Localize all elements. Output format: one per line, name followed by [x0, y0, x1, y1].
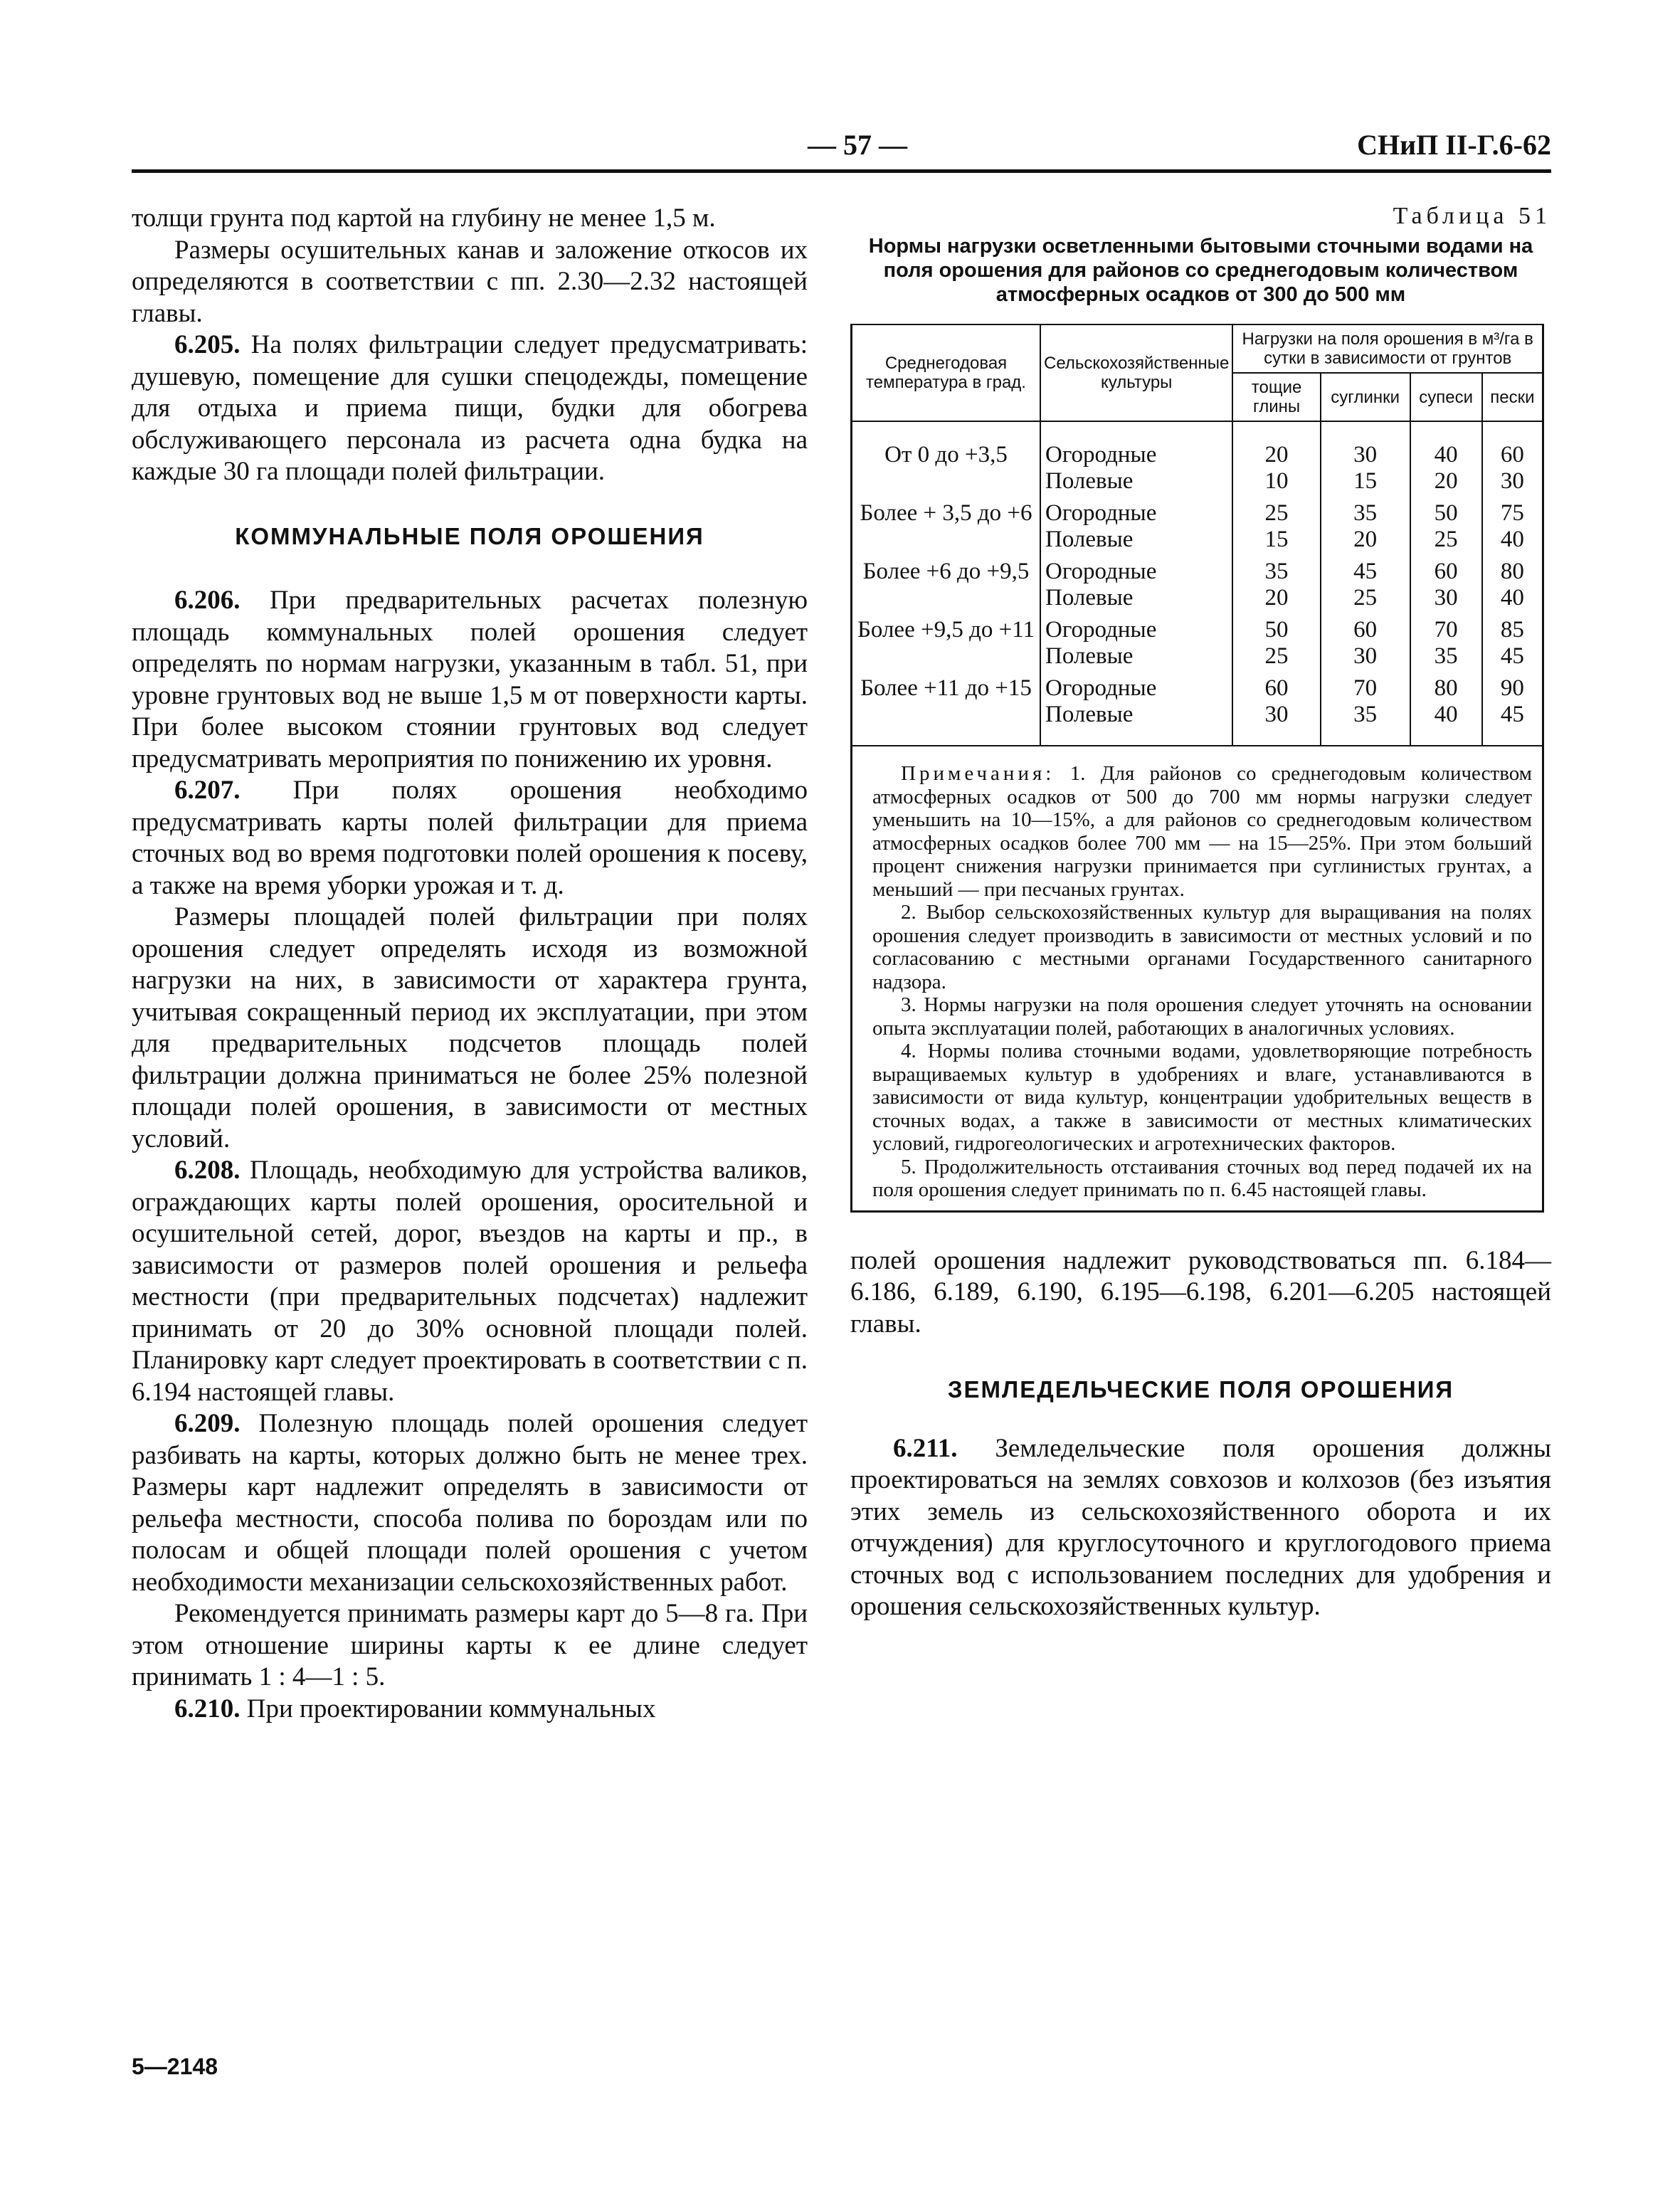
load-value: 15 — [1264, 527, 1289, 552]
cell-value — [1410, 556, 1482, 614]
clause-number: 6.211. — [893, 1433, 958, 1463]
cell-value — [1482, 672, 1543, 745]
note: 3. Нормы нагрузки на поля орошения следует уточнять на основании опыта эксплуатации полей, работающих в аналогичных условиях. — [872, 993, 1532, 1040]
load-value: 80 — [1500, 559, 1524, 584]
paragraph: 6.206. При предварительных расчетах полезную площадь коммунальных полей орошения следует определять по нормам нагрузки, указанным в табл. 51, при уровне грунтовых вод не выше 1,5 м от поверхности карты. При более высоком стоянии грунтовых вод следует предусматривать мероприятия по понижению их уровня. — [132, 586, 808, 773]
note: Примечания: 1. Для районов со среднегодовым количеством атмосферных осадков от 500 до 700 мм нормы нагрузки следует уменьшить на 10—15%, а для районов со среднегодовым количеством атмосферных осадков более 700 мм — на 15—25%. При этом больший процент снижения нагрузки принимается при суглинистых грунтах, а меньший — при песчаных грунтах. — [872, 762, 1532, 901]
cell-value — [1232, 556, 1320, 614]
table-row — [852, 556, 1543, 614]
load-value: 30 — [1434, 585, 1458, 611]
load-value: 35 — [1264, 559, 1289, 584]
load-value: 40 — [1500, 527, 1524, 552]
cell-value — [1321, 497, 1410, 556]
load-value: 60 — [1353, 617, 1378, 643]
cell-temperature: Более + 3,5 до +6 — [852, 497, 1041, 556]
load-value: 70 — [1353, 675, 1378, 701]
table-title: Нормы нагрузки осветленными бытовыми сточными водами на поля орошения для районов со среднегодовым количеством атмосферных осадков от 300 до 500 мм — [868, 235, 1533, 306]
crop-label: Огородные — [1045, 675, 1157, 701]
notes-label: Примечания: — [901, 762, 1055, 785]
table-body — [852, 421, 1543, 745]
table-notes — [850, 745, 1544, 1213]
load-value: 25 — [1264, 643, 1289, 669]
cell-temperature: Более +6 до +9,5 — [852, 556, 1041, 614]
load-value: 20 — [1434, 468, 1458, 494]
load-value: 50 — [1264, 617, 1289, 643]
clause-number: 6.207. — [174, 776, 241, 805]
cell-value — [1410, 614, 1482, 672]
cell-value — [1232, 421, 1320, 497]
header-temperature: Среднегодовая температура в град. — [852, 324, 1041, 421]
table-row — [852, 614, 1543, 672]
cell-crops — [1040, 421, 1232, 497]
table-row — [852, 672, 1543, 745]
load-value: 30 — [1353, 442, 1378, 468]
cell-temperature: Более +11 до +15 — [852, 672, 1041, 745]
page-number: — 57 — — [808, 129, 907, 161]
paragraph: 6.205. На полях фильтрации следует предусматривать: душевую, помещение для сушки спецодежды, помещение для отдыха и приема пищи, будки для обогрева обслуживающего персонала из расчета одна будка на каждые 30 га площади полей фильтрации. — [132, 330, 808, 486]
load-value: 25 — [1434, 527, 1458, 552]
header-load: Нагрузки на поля орошения в м³/га в сутки в зависимости от грунтов — [1232, 324, 1543, 373]
table-row — [852, 497, 1543, 556]
cell-crops — [1040, 556, 1232, 614]
cell-value — [1321, 614, 1410, 672]
load-value: 40 — [1434, 702, 1458, 727]
table-label: Таблица 51 — [1393, 203, 1551, 229]
note: 5. Продолжительность отстаивания сточных вод перед подачей их на поля орошения следует принимать по п. 6.45 настоящей главы. — [872, 1155, 1532, 1201]
load-value: 45 — [1500, 643, 1524, 669]
paragraph: Размеры площадей полей фильтрации при полях орошения следует определять исходя из возможной нагрузки на них, в зависимости от характера грунта, учитывая сокращенный период их эксплуатации, при этом для предварительных подсчетов площадь полей фильтрации должна приниматься не более 25% полезной площади полей орошения, в зависимости от местных условий. — [132, 902, 808, 1153]
clause-number: 6.210. — [174, 1694, 241, 1723]
document-code: СНиП II-Г.6-62 — [1357, 129, 1551, 161]
norms-table — [850, 324, 1544, 745]
clause-number: 6.209. — [174, 1409, 241, 1438]
signature-mark: 5—2148 — [132, 2054, 218, 2079]
clause-number: 6.206. — [174, 586, 241, 615]
load-value: 40 — [1434, 442, 1458, 468]
load-value: 60 — [1264, 675, 1289, 701]
paragraph: 6.207. При полях орошения необходимо предусматривать карты полей фильтрации для приема сточных вод во время подготовки полей орошения к посеву, а также на время уборки урожая и т. д. — [132, 776, 808, 900]
crop-label: Огородные — [1045, 559, 1157, 584]
clause-number: 6.208. — [174, 1156, 241, 1185]
load-value: 35 — [1353, 702, 1378, 727]
load-value: 80 — [1434, 675, 1458, 701]
load-value: 45 — [1500, 702, 1524, 727]
load-value: 40 — [1500, 585, 1524, 611]
crop-label: Огородные — [1045, 442, 1157, 468]
cell-crops — [1040, 497, 1232, 556]
cell-temperature: Более +9,5 до +11 — [852, 614, 1041, 672]
load-value: 25 — [1353, 585, 1378, 611]
cell-value — [1482, 614, 1543, 672]
load-value: 45 — [1353, 559, 1378, 584]
paragraph: Рекомендуется принимать размеры карт до 5—8 га. При этом отношение ширины карты к ее длине следует принимать 1 : 4—1 : 5. — [132, 1599, 808, 1691]
paragraph: 6.208. Площадь, необходимую для устройства валиков, ограждающих карты полей орошения, оросительной и осушительной сетей, дорог, въездов на карты и пр., в зависимости от размеров полей орошения и рельефа местности (при предварительных подсчетах) надлежит принимать от 20 до 30% основной площади полей. Планировку карт следует проектировать в соответствии с п. 6.194 настоящей главы. — [132, 1156, 808, 1407]
load-value: 75 — [1500, 500, 1524, 526]
cell-value — [1232, 672, 1320, 745]
paragraph: Размеры осушительных канав и заложение откосов их определяются в соответствии с пп. 2.30—2.32 настоящей главы. — [132, 235, 808, 328]
paragraph: 6.209. Полезную площадь полей орошения следует разбивать на карты, которых должно быть не менее трех. Размеры карт надлежит определять в зависимости от рельефа местности, способа полива по бороздам или по полосам и общей площади полей орошения с учетом необходимости механизации сельскохозяйственных работ. — [132, 1409, 808, 1597]
left-column — [132, 203, 808, 1725]
paragraph: толщи грунта под картой на глубину не менее 1,5 м. — [132, 204, 716, 233]
cell-value — [1321, 421, 1410, 497]
crop-label: Полевые — [1045, 468, 1134, 494]
load-value: 25 — [1264, 500, 1289, 526]
load-value: 35 — [1434, 643, 1458, 669]
load-value: 60 — [1434, 559, 1458, 584]
header-crops: Сельскохозяйственные культуры — [1040, 324, 1232, 421]
load-value: 30 — [1264, 702, 1289, 727]
header-soil: супеси — [1410, 373, 1482, 421]
crop-label: Полевые — [1045, 585, 1134, 611]
load-value: 10 — [1264, 468, 1289, 494]
load-value: 30 — [1353, 643, 1378, 669]
section-heading: КОММУНАЛЬНЫЕ ПОЛЯ ОРОШЕНИЯ — [235, 522, 704, 549]
load-value: 15 — [1353, 468, 1378, 494]
cell-value — [1232, 497, 1320, 556]
cell-temperature: От 0 до +3,5 — [852, 421, 1041, 497]
header-soil: пески — [1482, 373, 1543, 421]
load-value: 35 — [1353, 500, 1378, 526]
header-rule — [132, 169, 1551, 173]
section-heading: ЗЕМЛЕДЕЛЬЧЕСКИЕ ПОЛЯ ОРОШЕНИЯ — [947, 1376, 1454, 1403]
note: 4. Нормы полива сточными водами, удовлетворяющие потребность выращиваемых культур в удобрениях и влаге, устанавливаются в зависимости от вида культур, концентрации удобрительных веществ в сточных водах, а также в зависимости от местных климатических условий, гидрогеологических и агротехнических факторов. — [872, 1040, 1532, 1155]
crop-label: Полевые — [1045, 702, 1134, 727]
load-value: 20 — [1264, 585, 1289, 611]
header-soil: тощие глины — [1232, 373, 1320, 421]
load-value: 50 — [1434, 500, 1458, 526]
clause-number: 6.205. — [174, 330, 241, 359]
paragraph: полей орошения надлежит руководствоваться пп. 6.184—6.186, 6.189, 6.190, 6.195—6.198, 6.201—6.205 настоящей главы. — [850, 1245, 1551, 1338]
cell-value — [1410, 421, 1482, 497]
table-row — [852, 421, 1543, 497]
cell-crops — [1040, 672, 1232, 745]
crop-label: Огородные — [1045, 617, 1157, 643]
right-text — [850, 1245, 1551, 1623]
cell-value — [1482, 556, 1543, 614]
load-value: 60 — [1500, 442, 1524, 468]
right-column — [850, 203, 1551, 1623]
load-value: 70 — [1434, 617, 1458, 643]
cell-value — [1410, 497, 1482, 556]
cell-value — [1321, 672, 1410, 745]
note: 2. Выбор сельскохозяйственных культур для выращивания на полях орошения следует производить в зависимости от местных условий и по согласованию с местными органами Государственного санитарного надзора. — [872, 901, 1532, 993]
load-value: 30 — [1500, 468, 1524, 494]
cell-value — [1232, 614, 1320, 672]
header-soil: суглинки — [1321, 373, 1410, 421]
load-value: 90 — [1500, 675, 1524, 701]
load-value: 20 — [1264, 442, 1289, 468]
crop-label: Полевые — [1045, 527, 1134, 552]
crop-label: Полевые — [1045, 643, 1134, 669]
paragraph: 6.211. Земледельческие поля орошения должны проектироваться на землях совхозов и колхозов (без изъятия этих земель из сельскохозяйственного оборота и их отчуждения) для круглосуточного и круглогодового приема сточных вод с использованием последних для удобрения и орошения сельскохозяйственных культур. — [850, 1433, 1551, 1621]
cell-value — [1321, 556, 1410, 614]
page-header — [132, 128, 1551, 168]
cell-value — [1410, 672, 1482, 745]
paragraph: 6.210. При проектировании коммунальных — [174, 1694, 656, 1723]
load-value: 85 — [1500, 617, 1524, 643]
cell-value — [1482, 497, 1543, 556]
crop-label: Огородные — [1045, 500, 1157, 526]
cell-crops — [1040, 614, 1232, 672]
cell-value — [1482, 421, 1543, 497]
load-value: 20 — [1353, 527, 1378, 552]
